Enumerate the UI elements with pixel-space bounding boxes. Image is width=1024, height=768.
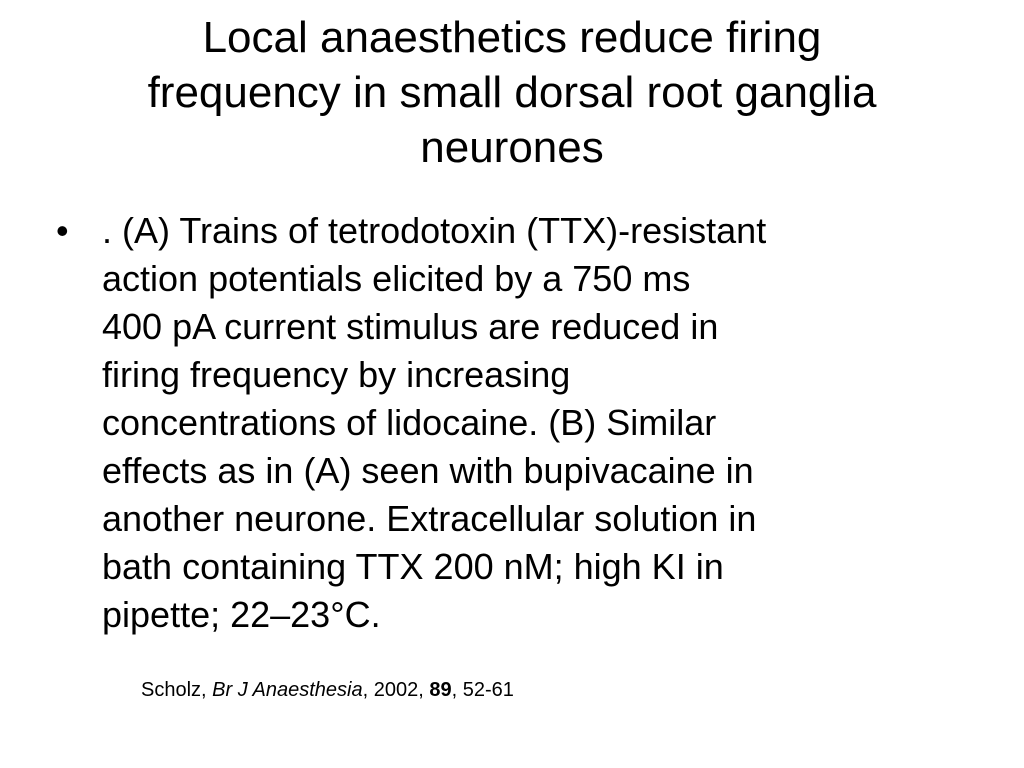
citation-pages: , 52-61 xyxy=(451,679,514,701)
bullet-line: bath containing TTX 200 nM; high KI in xyxy=(102,546,724,587)
bullet-line: effects as in (A) seen with bupivacaine in xyxy=(102,450,754,491)
bullet-line: another neurone. Extracellular solution in xyxy=(102,498,757,539)
bullet-icon: • xyxy=(56,210,69,251)
bullet-line: action potentials elicited by a 750 ms xyxy=(102,258,691,299)
citation-year: , 2002, xyxy=(362,679,430,701)
citation xyxy=(141,678,514,702)
slide-title xyxy=(40,10,984,175)
citation-author: Scholz, xyxy=(141,679,213,701)
title-line: frequency in small dorsal root ganglia xyxy=(147,68,877,117)
citation-journal: Br J Anaesthesia xyxy=(212,679,363,701)
citation-volume: 89 xyxy=(429,679,452,701)
title-line: Local anaesthetics reduce firing xyxy=(202,13,822,62)
bullet-line: firing frequency by increasing xyxy=(102,354,571,395)
title-line: neurones xyxy=(420,123,604,172)
bullet-line: . (A) Trains of tetrodotoxin (TTX)-resistant xyxy=(102,210,767,251)
bullet-line: concentrations of lidocaine. (B) Similar xyxy=(102,402,717,443)
bullet-text xyxy=(102,207,962,639)
bullet-line: pipette; 22–23°C. xyxy=(102,594,381,635)
bullet-line: 400 pA current stimulus are reduced in xyxy=(102,306,719,347)
